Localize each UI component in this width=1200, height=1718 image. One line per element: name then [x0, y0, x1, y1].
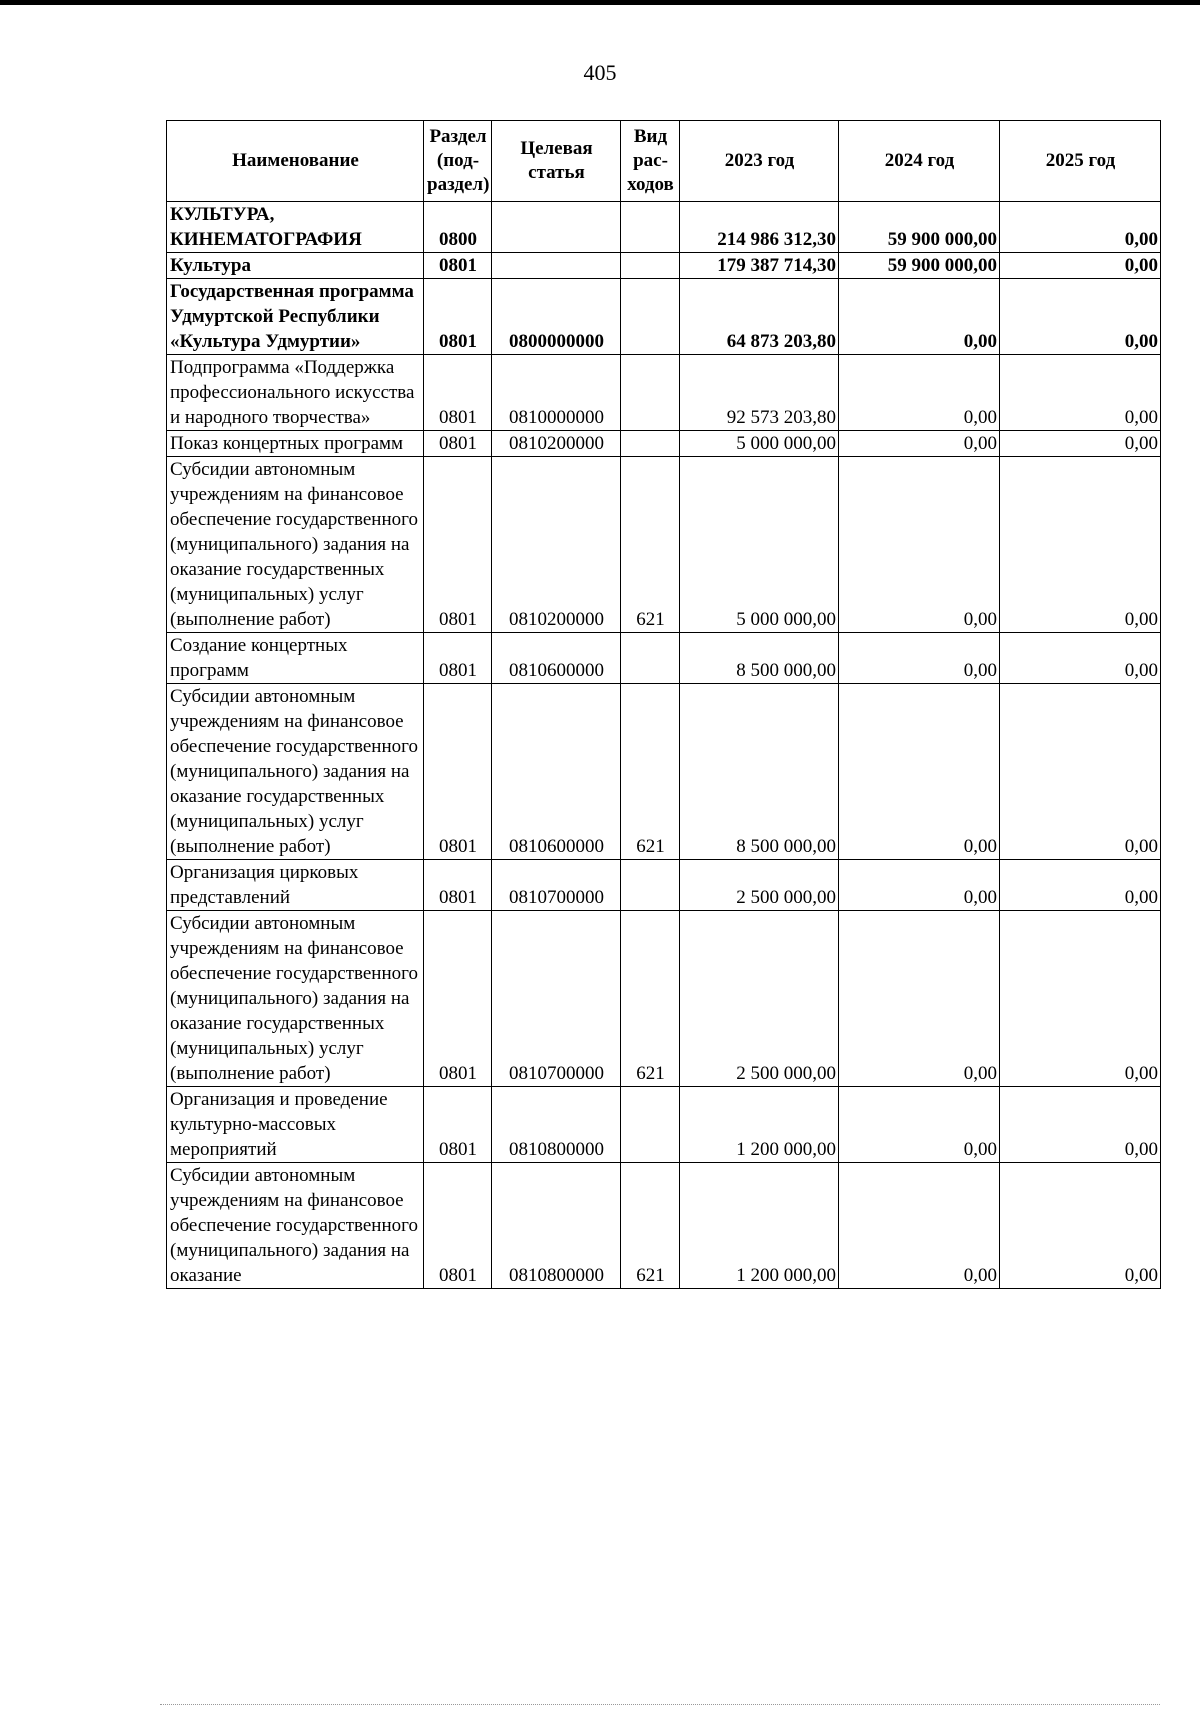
cell-name: Организация и проведение культурно-массовых мероприятий — [167, 1087, 424, 1163]
header-2025: 2025 год — [1000, 121, 1161, 202]
cell-2024: 59 900 000,00 — [839, 202, 1000, 253]
cell-2025: 0,00 — [1000, 911, 1161, 1087]
cell-article: 0800000000 — [492, 279, 621, 355]
cell-name: Субсидии автономным учреждениям на финансовое обеспечение государственного (муниципального) задания на оказание государственных (муниципальных) услуг (выполнение работ) — [167, 684, 424, 860]
cell-kind — [621, 860, 680, 911]
header-name: Наименование — [167, 121, 424, 202]
table-row — [167, 684, 1161, 860]
cell-section: 0801 — [424, 1163, 492, 1289]
table-row — [167, 1087, 1161, 1163]
cell-2024: 0,00 — [839, 860, 1000, 911]
cell-kind: 621 — [621, 457, 680, 633]
cell-name: Показ концертных программ — [167, 431, 424, 457]
cell-name: Субсидии автономным учреждениям на финансовое обеспечение государственного (муниципального) задания на оказание — [167, 1163, 424, 1289]
header-2023: 2023 год — [680, 121, 839, 202]
cell-2023: 8 500 000,00 — [680, 633, 839, 684]
cell-name: Организация цирковых представлений — [167, 860, 424, 911]
cell-2025: 0,00 — [1000, 684, 1161, 860]
cell-article: 0810800000 — [492, 1087, 621, 1163]
table-row — [167, 355, 1161, 431]
cell-article: 0810200000 — [492, 431, 621, 457]
cell-section: 0801 — [424, 633, 492, 684]
cell-name: Культура — [167, 253, 424, 279]
table-row — [167, 860, 1161, 911]
cell-kind — [621, 253, 680, 279]
cell-2024: 59 900 000,00 — [839, 253, 1000, 279]
cell-kind — [621, 355, 680, 431]
cell-2023: 1 200 000,00 — [680, 1163, 839, 1289]
table-header-row — [167, 121, 1161, 202]
cell-2023: 5 000 000,00 — [680, 457, 839, 633]
cell-article — [492, 253, 621, 279]
cell-name: Государственная программа Удмуртской Республики «Культура Удмуртии» — [167, 279, 424, 355]
cell-section: 0801 — [424, 431, 492, 457]
table-row — [167, 1163, 1161, 1289]
table-row — [167, 911, 1161, 1087]
header-article: Целевая статья — [492, 121, 621, 202]
cell-article: 0810000000 — [492, 355, 621, 431]
cell-name: Субсидии автономным учреждениям на финансовое обеспечение государственного (муниципального) задания на оказание государственных (муниципальных) услуг (выполнение работ) — [167, 911, 424, 1087]
cell-article: 0810600000 — [492, 633, 621, 684]
cell-name: Субсидии автономным учреждениям на финансовое обеспечение государственного (муниципального) задания на оказание государственных (муниципальных) услуг (выполнение работ) — [167, 457, 424, 633]
cell-section: 0801 — [424, 253, 492, 279]
top-rule — [0, 0, 1200, 5]
cell-2025: 0,00 — [1000, 253, 1161, 279]
cell-2025: 0,00 — [1000, 355, 1161, 431]
cell-2025: 0,00 — [1000, 279, 1161, 355]
table-row — [167, 279, 1161, 355]
cell-2024: 0,00 — [839, 355, 1000, 431]
cell-2025: 0,00 — [1000, 1087, 1161, 1163]
table-row — [167, 633, 1161, 684]
cell-2024: 0,00 — [839, 1163, 1000, 1289]
cell-kind — [621, 633, 680, 684]
cell-article: 0810700000 — [492, 860, 621, 911]
cell-2024: 0,00 — [839, 457, 1000, 633]
page-number: 405 — [583, 60, 617, 85]
cell-2023: 92 573 203,80 — [680, 355, 839, 431]
table-row — [167, 457, 1161, 633]
cell-2024: 0,00 — [839, 431, 1000, 457]
cell-2023: 1 200 000,00 — [680, 1087, 839, 1163]
cell-2023: 2 500 000,00 — [680, 911, 839, 1087]
cell-2023: 5 000 000,00 — [680, 431, 839, 457]
cell-2025: 0,00 — [1000, 457, 1161, 633]
table-row — [167, 202, 1161, 253]
cell-2023: 214 986 312,30 — [680, 202, 839, 253]
cell-section: 0801 — [424, 911, 492, 1087]
cell-kind — [621, 279, 680, 355]
cell-2025: 0,00 — [1000, 202, 1161, 253]
cell-name: Создание концертных программ — [167, 633, 424, 684]
cell-section: 0801 — [424, 457, 492, 633]
header-kind: Вид рас-ходов — [621, 121, 680, 202]
cell-section: 0801 — [424, 860, 492, 911]
table-row — [167, 253, 1161, 279]
cell-section: 0801 — [424, 684, 492, 860]
cell-2024: 0,00 — [839, 911, 1000, 1087]
cell-name: КУЛЬТУРА, КИНЕМАТОГРАФИЯ — [167, 202, 424, 253]
cell-name: Подпрограмма «Поддержка профессионального искусства и народного творчества» — [167, 355, 424, 431]
cell-article: 0810600000 — [492, 684, 621, 860]
cell-kind: 621 — [621, 1163, 680, 1289]
cell-article: 0810700000 — [492, 911, 621, 1087]
cell-article: 0810200000 — [492, 457, 621, 633]
cell-kind — [621, 431, 680, 457]
cell-2024: 0,00 — [839, 633, 1000, 684]
cell-2023: 8 500 000,00 — [680, 684, 839, 860]
cell-2025: 0,00 — [1000, 633, 1161, 684]
cell-article — [492, 202, 621, 253]
cell-2024: 0,00 — [839, 684, 1000, 860]
cell-kind: 621 — [621, 911, 680, 1087]
table-row — [167, 431, 1161, 457]
cell-kind — [621, 1087, 680, 1163]
cell-2025: 0,00 — [1000, 860, 1161, 911]
cell-2025: 0,00 — [1000, 431, 1161, 457]
cell-kind: 621 — [621, 684, 680, 860]
cell-section: 0801 — [424, 279, 492, 355]
cell-section: 0801 — [424, 1087, 492, 1163]
cell-2024: 0,00 — [839, 1087, 1000, 1163]
cell-section: 0801 — [424, 355, 492, 431]
cell-2023: 2 500 000,00 — [680, 860, 839, 911]
cell-2025: 0,00 — [1000, 1163, 1161, 1289]
cell-section: 0800 — [424, 202, 492, 253]
cell-2023: 179 387 714,30 — [680, 253, 839, 279]
header-2024: 2024 год — [839, 121, 1000, 202]
cell-2024: 0,00 — [839, 279, 1000, 355]
bottom-edge-marks — [160, 1704, 1160, 1707]
cell-article: 0810800000 — [492, 1163, 621, 1289]
cell-kind — [621, 202, 680, 253]
cell-2023: 64 873 203,80 — [680, 279, 839, 355]
budget-table — [166, 120, 1161, 1289]
header-section: Раздел (под-раздел) — [424, 121, 492, 202]
